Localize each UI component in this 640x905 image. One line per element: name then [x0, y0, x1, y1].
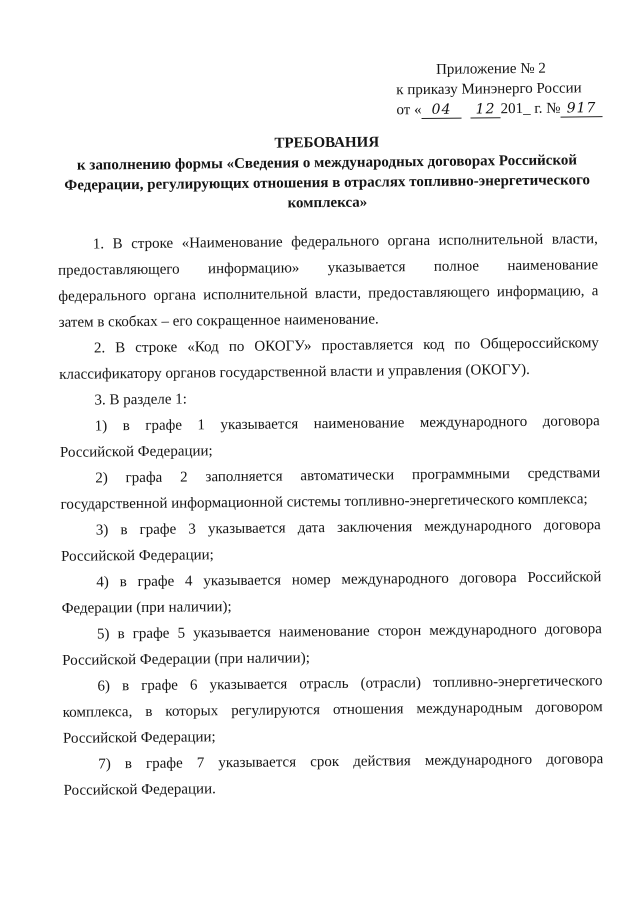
title-line: Федерации, регулирующих отношения в отраслях топливно-энергетического — [64, 172, 591, 194]
text-line: 5) в графе 5 указывается наименование сторон международного договора — [96, 621, 602, 643]
handwritten-day: 04 — [421, 103, 461, 119]
text-line: 3. В разделе 1: — [94, 391, 187, 409]
text-line: Российской Федерации; — [61, 547, 214, 565]
order-reference: к приказу Минэнерго России — [396, 80, 582, 99]
text-line: 6) в графе 6 указывается отрасль (отрасли) топливно-энергетического — [97, 673, 603, 695]
title-line: комплекса» — [287, 194, 368, 212]
text-line: Российской Федерации (при наличии); — [62, 650, 310, 669]
text-line: предоставляющего информацию» указывается полное наименование — [58, 257, 599, 279]
text-line: комплекса, в которых регулируются отношения международным договором — [62, 699, 603, 721]
paragraph — [62, 668, 603, 752]
paragraph — [63, 746, 604, 804]
paragraph — [61, 564, 602, 622]
paragraph — [58, 226, 599, 336]
paragraph — [62, 616, 603, 674]
text-line: государственной информационной системы топливно-энергетического комплекса; — [60, 491, 588, 513]
text-line: Российской Федерации; — [62, 729, 216, 747]
text-line: 4) в графе 4 указывается номер международного договора Российской — [96, 569, 602, 591]
text-line: классификатору органов государственной власти и управления (ОКОГУ). — [59, 361, 530, 383]
text-line: Федерации (при наличии); — [61, 599, 232, 617]
paragraph — [61, 512, 602, 570]
text-line: Российской Федерации; — [59, 443, 213, 461]
document-body — [58, 226, 604, 804]
document-title — [57, 130, 598, 216]
paragraph — [60, 460, 601, 518]
text-line: 2) графа 2 заполняется автоматически программными средствами — [95, 465, 601, 487]
text-line: федерального органа исполнительной власти, предоставляющего информацию, а — [58, 283, 599, 305]
handwritten-order-number: 917 — [561, 101, 603, 117]
date-prefix: от « — [396, 102, 422, 119]
text-line: Российской Федерации. — [63, 781, 216, 799]
paragraph — [59, 330, 600, 388]
handwritten-month: 12 — [470, 102, 500, 118]
text-line: 2. В строке «Код по ОКОГУ» проставляется код по Общероссийскому — [93, 335, 599, 357]
order-date-line — [396, 98, 602, 120]
text-line: 7) в графе 7 указывается срок действия международного договора — [98, 751, 604, 773]
appendix-header — [396, 58, 603, 120]
year-text: 201_ г. № — [500, 100, 561, 118]
text-line: 3) в графе 3 указывается дата заключения международного договора — [95, 517, 601, 539]
title-heading: ТРЕБОВАНИЯ — [274, 134, 380, 152]
paragraph — [60, 408, 601, 466]
text-line: затем в скобках – его сокращенное наименование. — [58, 311, 379, 331]
title-line: к заполнению формы «Сведения о международных договорах Российской — [76, 152, 578, 174]
text-line: 1) в графе 1 указывается наименование международного договора — [94, 413, 600, 435]
appendix-number: Приложение № 2 — [435, 60, 546, 78]
text-line: 1. В строке «Наименование федерального органа исполнительной власти, — [92, 231, 598, 253]
